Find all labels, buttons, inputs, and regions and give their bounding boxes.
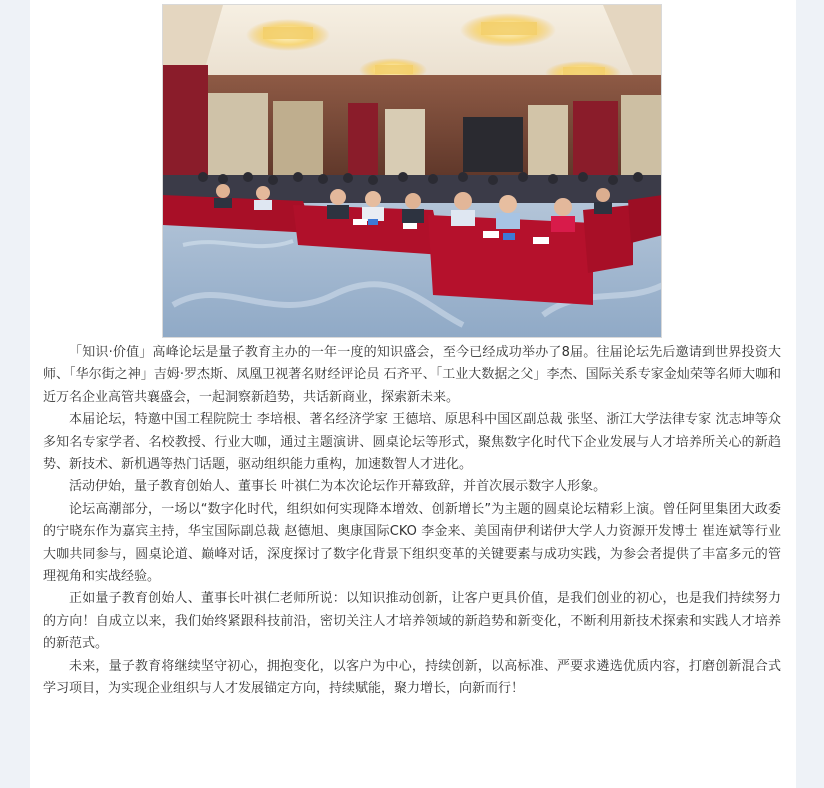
paragraph-roundtable: 论坛高潮部分，一场以“数字化时代，组织如何实现降本增效、创新增长”为主题的圆桌论坛精彩上演。曾任阿里集团大政委的宁晓东作为嘉宾主持，华宝国际副总裁 赵德旭、奥康国际CKO 李金来、美国南伊利诺伊大学人力资源开发博士 崔连斌等行业大咖共同参与，圆桌论道、巅峰对话，深度探讨了数字化背景下组织变革的关键要素与成功实践，为参会者提供了丰富多元的管理视角和实战经验。	[43, 501, 781, 585]
paragraph-founder-quote: 正如量子教育创始人、董事长叶祺仁老师所说：以知识推动创新，让客户更具价值，是我们创业的初心，也是我们持续努力的方向！自成立以来，我们始终紧跟科技前沿，密切关注人才培养领域的新趋势和新变化，不断利用新技术探索和实践人才培养的新范式。	[43, 591, 781, 652]
paragraph-opening: 活动伊始，量子教育创始人、董事长 叶祺仁为本次论坛作开幕致辞，并首次展示数字人形象。	[69, 479, 607, 495]
article-body	[43, 342, 781, 701]
paragraph-guests: 本届论坛，特邀中国工程院院士 李培根、著名经济学家 王德培、原思科中国区副总裁 张坚、浙江大学法律专家 沈志坤等众多知名专家学者、名校教授、行业大咖，通过主题演讲、圆桌论坛等形式，聚焦数字化时代下企业发展与人才培养所关心的新趋势、新技术、新机遇等热门话题，驱动组织能力重构，加速数智人才进化。	[43, 412, 781, 473]
paragraph-future: 未来，量子教育将继续坚守初心，拥抱变化，以客户为中心，持续创新，以高标准、严要求遴选优质内容，打磨创新混合式学习项目，为实现企业组织与人才发展锚定方向，持续赋能，聚力增长，向新而行！	[43, 658, 781, 697]
article-card	[30, 0, 796, 788]
paragraph-forum-intro: 「知识·价值」高峰论坛是量子教育主办的一年一度的知识盛会，至今已经成功举办了8届。往届论坛先后邀请到世界投资大师、「华尔街之神」吉姆·罗杰斯、凤凰卫视著名财经评论员 石齐平、「工业大数据之父」李杰、国际关系专家金灿荣等名师大咖和近万名企业高管共襄盛会，一起洞察新趋势，共话新商业，探索新未来。	[43, 345, 781, 405]
conference-photo	[162, 4, 662, 338]
conference-photo-illustration	[163, 5, 662, 338]
